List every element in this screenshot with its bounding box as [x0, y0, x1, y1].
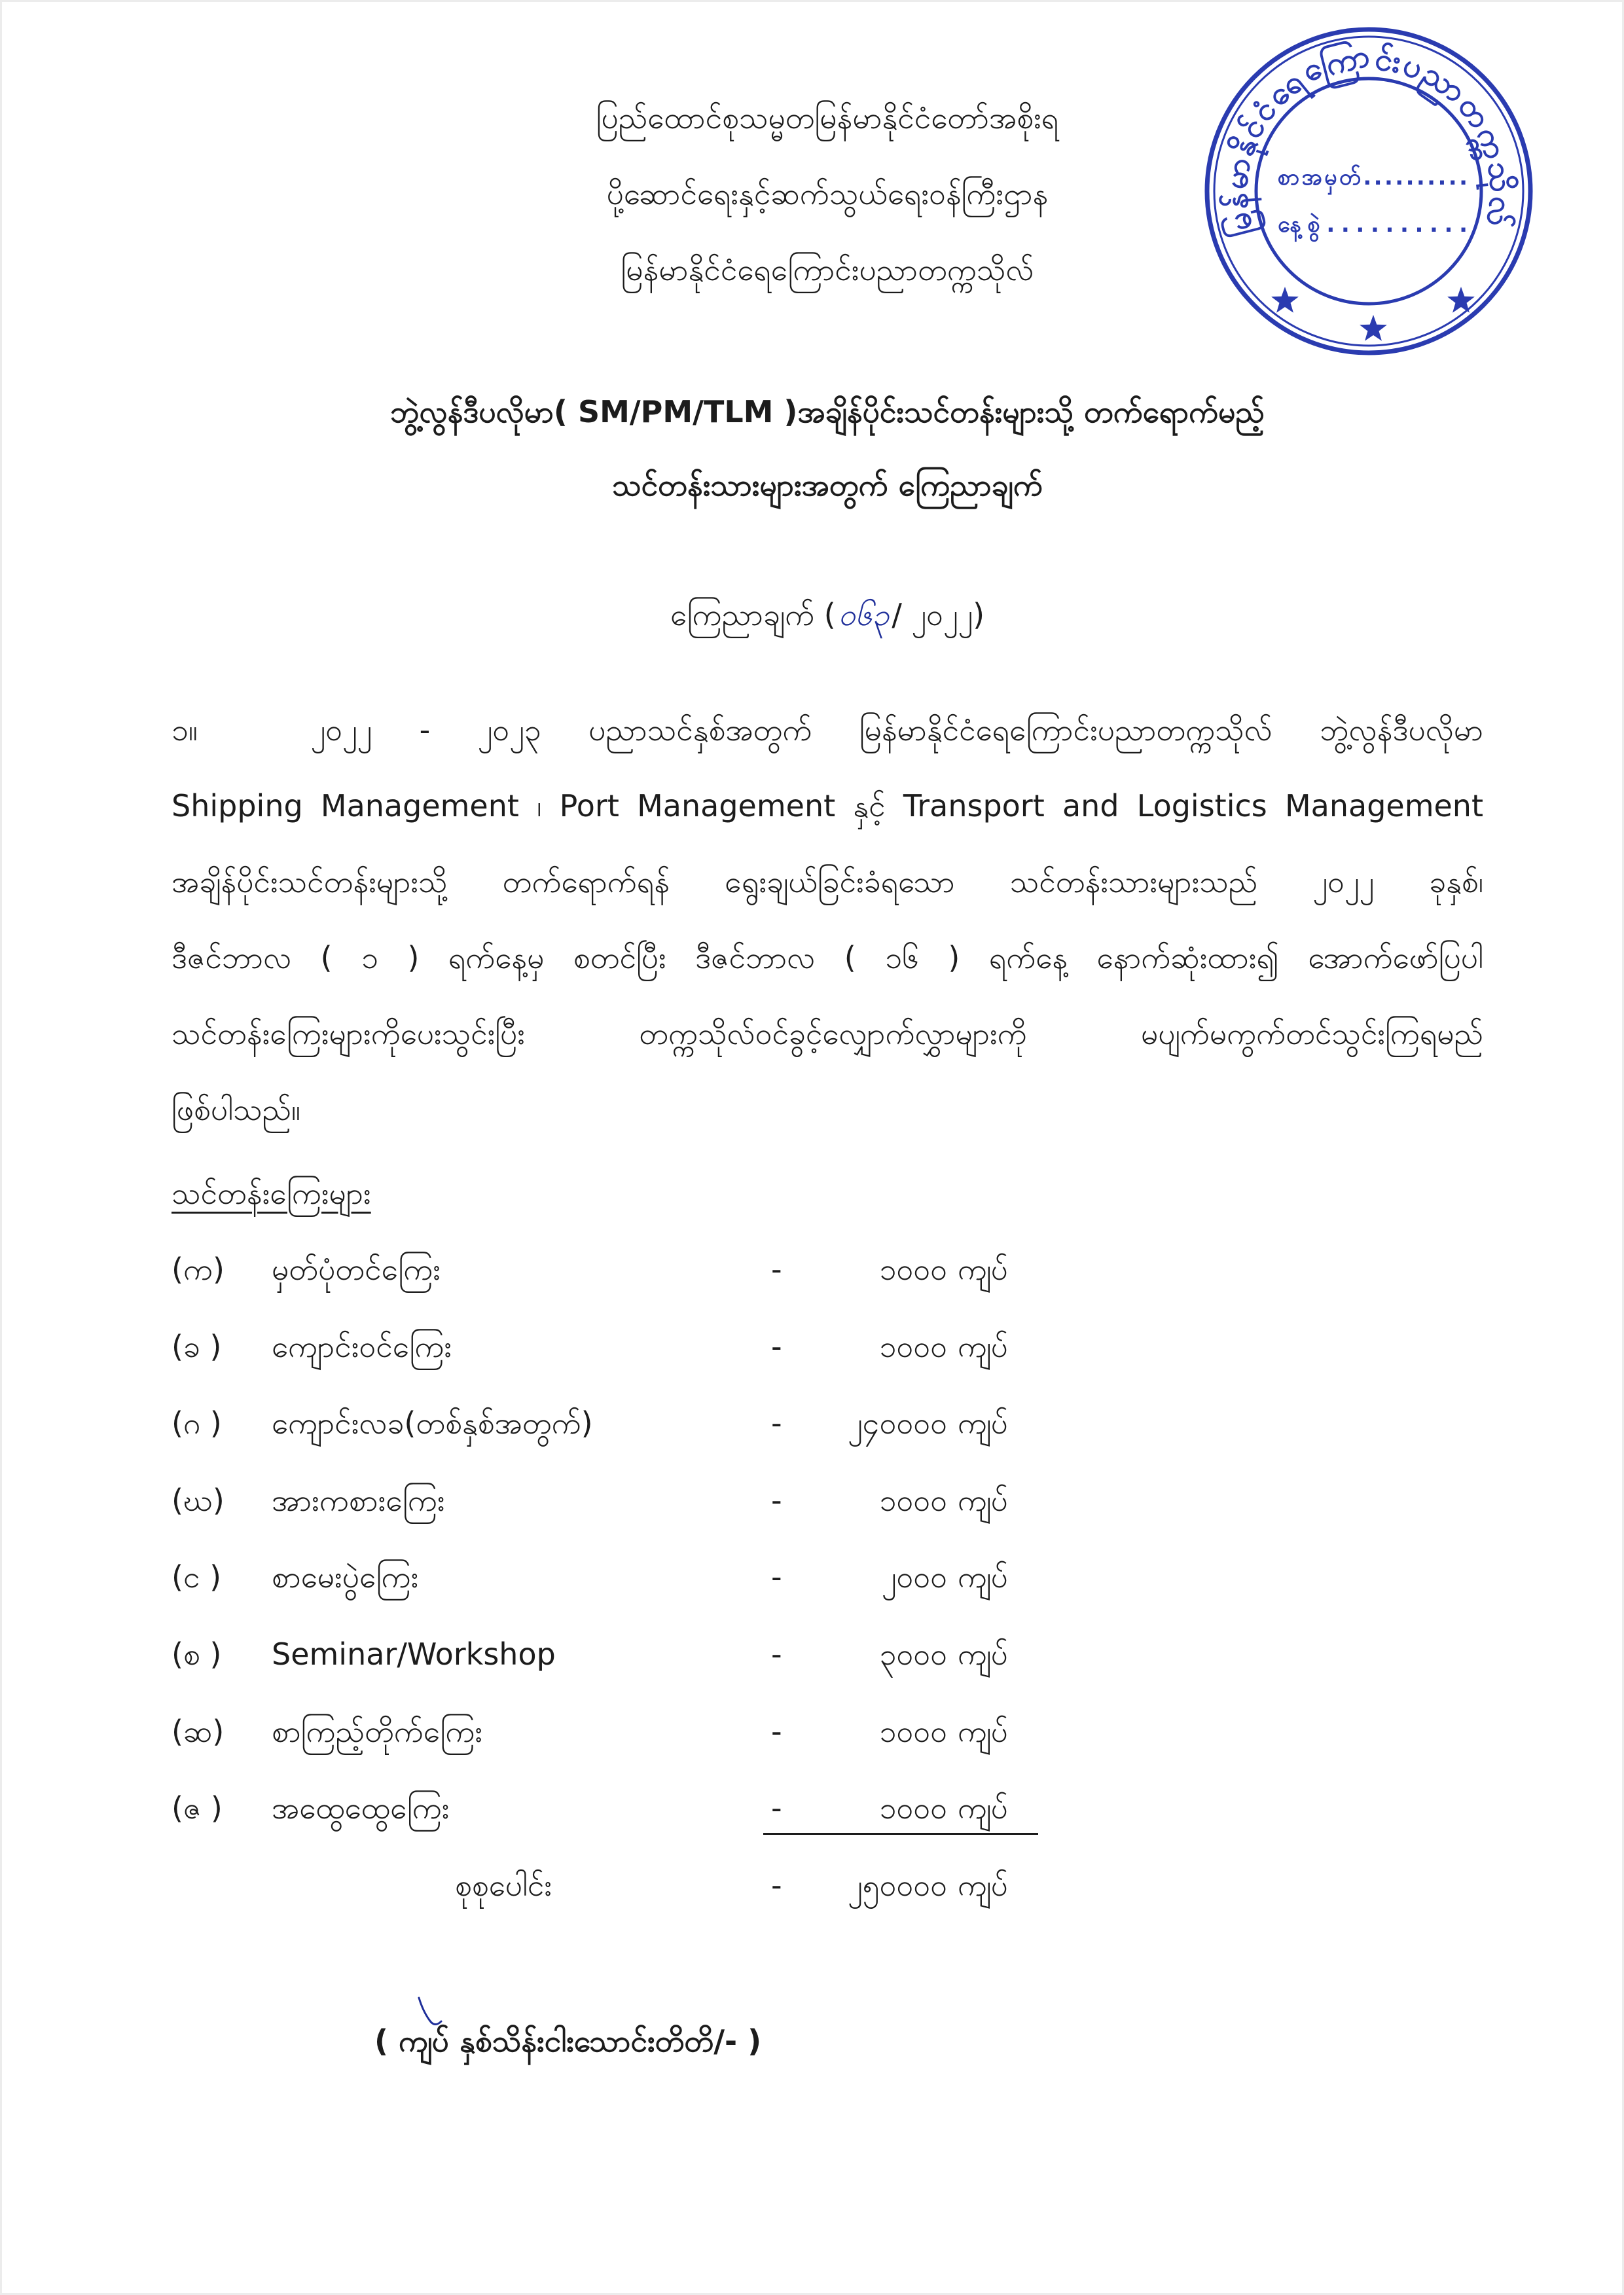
fee-unit: ကျပ်: [958, 1559, 1009, 1595]
fee-label: အထွေထွေကြေး: [272, 1790, 450, 1826]
amount-in-words: ( ကျပ် နှစ်သိန်းငါးသောင်းတိတိ/- ): [374, 2023, 762, 2059]
announcement-number-suffix: / ၂၀၂၂): [892, 597, 985, 632]
fee-label: စာကြည့်တိုက်ကြေး: [272, 1713, 483, 1749]
fee-total-unit: ကျပ်: [958, 1867, 1009, 1903]
fee-index: (ခ ): [171, 1328, 222, 1364]
fee-total-amount: ၂၅၀၀၀၀: [848, 1867, 947, 1903]
announcement-title-line-2: သင်တန်းသားများအတွက် ကြေညာချက်: [612, 467, 1043, 503]
seal-ring-text: မြန်မာနိုင်ငံရေကြောင်းပညာတက္ကသိုလ်: [1217, 37, 1521, 240]
announcement-title-line-1: ဘွဲ့လွန်ဒီပလိုမာ( SM/PM/TLM )အချိန်ပိုင်းသင်တန်းများသို့ တက်ရောက်မည့်: [390, 394, 1265, 429]
fee-dash: -: [771, 1559, 782, 1595]
fee-amount: ၂၄၀၀၀၀: [848, 1405, 947, 1441]
star-icon: [1271, 287, 1299, 313]
seal-reference-line: စာအမှတ်..........: [1278, 164, 1468, 190]
fee-total-dash: -: [771, 1867, 782, 1903]
fee-row: [171, 1693, 1483, 1771]
fee-dash: -: [771, 1713, 782, 1749]
fee-dash: -: [771, 1790, 782, 1826]
fee-row: [171, 1616, 1483, 1693]
fee-row: [171, 1309, 1483, 1386]
fee-sum-rule: [763, 1833, 1038, 1835]
handwritten-tick: [411, 1994, 448, 2036]
fee-label: မှတ်ပုံတင်ကြေး: [272, 1252, 441, 1287]
announcement-number-prefix: ကြေညာချက် (: [670, 597, 836, 632]
fee-label: အားကစားကြေး: [272, 1482, 445, 1518]
fee-total-label: စုစုပေါင်း: [455, 1867, 552, 1903]
fee-unit: ကျပ်: [958, 1405, 1009, 1441]
letterhead-university: မြန်မာနိုင်ငံရေကြောင်းပညာတက္ကသိုလ်: [621, 252, 1034, 287]
fees-heading: သင်တန်းကြေးများ: [171, 1176, 371, 1211]
fee-dash: -: [771, 1328, 782, 1364]
fee-index: (က): [171, 1252, 225, 1287]
fee-row: [171, 1539, 1483, 1616]
star-icon: [1447, 287, 1475, 313]
fee-unit: ကျပ်: [958, 1713, 1009, 1749]
letterhead-ministry: ပို့ဆောင်ရေးနှင့်ဆက်သွယ်ရေးဝန်ကြီးဌာန: [606, 176, 1049, 211]
fee-unit: ကျပ်: [958, 1482, 1009, 1518]
fee-label: Seminar/Workshop: [272, 1636, 556, 1672]
seal-second-ring: [1214, 37, 1523, 346]
paragraph-line: အချိန်ပိုင်းသင်တန်းများသို့ တက်ရောက်ရန် ရွေးချယ်ခြင်းခံရသော သင်တန်းသားများသည် ၂၀၂၂ ခုနှစ်၊: [171, 864, 1483, 899]
fee-table: [171, 1231, 1483, 1924]
fee-amount: ၁၀၀၀: [879, 1252, 947, 1287]
fee-amount: ၁၀၀၀: [879, 1482, 947, 1518]
fee-index: (ဃ): [171, 1482, 225, 1518]
fee-amount: ၁၀၀၀: [879, 1713, 947, 1749]
fee-amount: ၁၀၀၀: [879, 1328, 947, 1364]
fee-row: [171, 1231, 1483, 1309]
paragraph-1: [171, 692, 1483, 1148]
fee-unit: ကျပ်: [958, 1252, 1009, 1287]
paragraph-number: ၁။: [171, 712, 198, 748]
fee-unit: ကျပ်: [958, 1636, 1009, 1672]
fee-row: [171, 1770, 1483, 1847]
fee-amount: ၁၀၀၀: [879, 1790, 947, 1826]
fee-dash: -: [771, 1252, 782, 1287]
seal-inner-ring: [1256, 79, 1481, 304]
paragraph-line: သင်တန်းကြေးများကိုပေးသွင်းပြီး တက္ကသိုလ်ဝင်ခွင့်လျှောက်လွှာများကို မပျက်မကွက်တင်သွင်းကြရမည်: [171, 1016, 1483, 1051]
fee-unit: ကျပ်: [958, 1790, 1009, 1826]
fee-dash: -: [771, 1636, 782, 1672]
fee-label: ကျောင်းဝင်ကြေး: [272, 1328, 452, 1364]
fee-dash: -: [771, 1482, 782, 1518]
announcement-number-handwritten: ၀၆၃: [838, 597, 890, 632]
fee-index: (စ ): [171, 1636, 222, 1672]
seal-date-line: နေ့စွဲ..........: [1278, 211, 1468, 238]
star-icon: [1360, 315, 1387, 341]
paragraph-line: Shipping Management ၊ Port Management နှင့် Transport and Logistics Management: [171, 788, 1483, 823]
official-seal: [1199, 21, 1539, 361]
fee-index: (ဇ ): [171, 1790, 223, 1826]
fee-label: ကျောင်းလခ(တစ်နှစ်အတွက်): [272, 1405, 593, 1441]
announcement-title: [171, 375, 1483, 522]
fee-row: [171, 1385, 1483, 1462]
paragraph-line: ဖြစ်ပါသည်။: [171, 1092, 300, 1127]
fee-index: (ဂ ): [171, 1405, 222, 1441]
announcement-number-line: [171, 577, 1483, 653]
fee-total-row: [171, 1847, 1483, 1925]
fee-unit: ကျပ်: [958, 1328, 1009, 1364]
fee-amount: ၃၀၀၀: [879, 1636, 947, 1672]
fee-row: [171, 1462, 1483, 1540]
fee-dash: -: [771, 1405, 782, 1441]
fee-amount: ၂၀၀၀: [881, 1559, 947, 1595]
letterhead-government: ပြည်ထောင်စုသမ္မတမြန်မာနိုင်ငံတော်အစိုးရ: [596, 100, 1059, 136]
fee-index: (င ): [171, 1559, 222, 1595]
paragraph-line: [171, 692, 1483, 768]
fee-label: စာမေးပွဲကြေး: [272, 1559, 419, 1595]
fee-index: (ဆ): [171, 1713, 225, 1749]
paragraph-line: ဒီဇင်ဘာလ ( ၁ ) ရက်နေ့မှ စတင်ပြီး ဒီဇင်ဘာလ ( ၁၆ ) ရက်နေ့ နောက်ဆုံးထား၍ အောက်ဖော်ပြပါ: [171, 940, 1483, 975]
paragraph-line-text: ၂၀၂၂ - ၂၀၂၃ ပညာသင်နှစ်အတွက် မြန်မာနိုင်ငံရေကြောင်းပညာတက္ကသိုလ် ဘွဲ့လွန်ဒီပလိုမာ: [310, 712, 1484, 748]
announcement-body: [171, 692, 1483, 2079]
